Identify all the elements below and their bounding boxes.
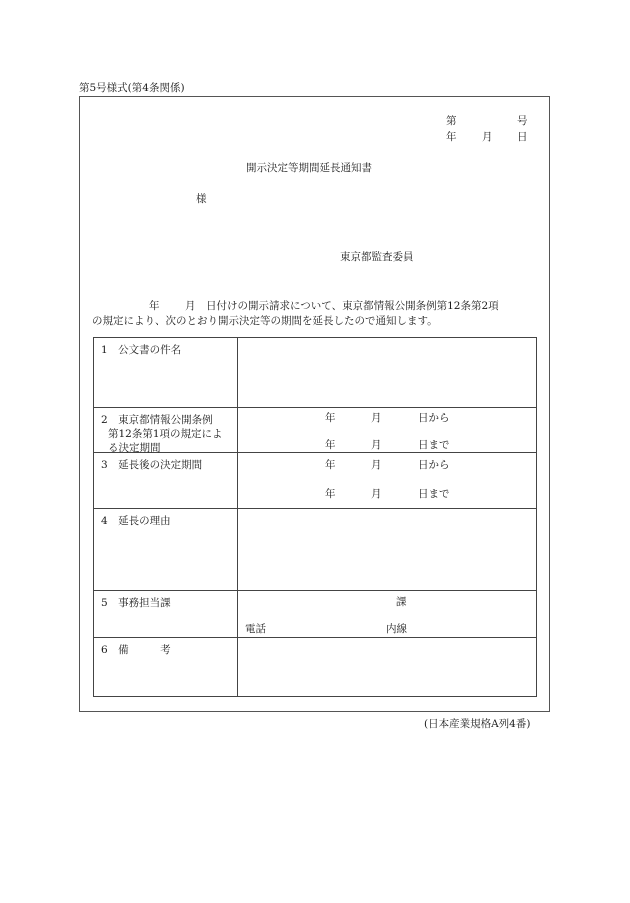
from-month: 月 bbox=[371, 412, 382, 424]
until-year: 年 bbox=[325, 439, 336, 451]
from-year: 年 bbox=[325, 459, 336, 471]
form-number: 第5号様式(第4条関係) bbox=[79, 82, 185, 94]
section-value-cell bbox=[238, 591, 537, 638]
table-row bbox=[94, 453, 537, 509]
table-row bbox=[94, 338, 537, 408]
paper-size-note: (日本産業規格A列4番) bbox=[424, 718, 531, 730]
number-suffix: 号 bbox=[517, 115, 528, 127]
row-label-cell bbox=[94, 591, 238, 638]
from-day: 日から bbox=[418, 412, 450, 424]
row-label-cell bbox=[94, 509, 238, 591]
subject-label: 1 公文書の件名 bbox=[101, 344, 182, 356]
section-label: 5 事務担当課 bbox=[101, 597, 171, 609]
body-line2: の規定により、次のとおり開示決定等の期間を延長したので通知します。 bbox=[92, 315, 438, 327]
original-period-label-line3: る決定期間 bbox=[108, 442, 161, 454]
date-year: 年 bbox=[446, 131, 457, 143]
from-year: 年 bbox=[325, 412, 336, 424]
number-prefix: 第 bbox=[446, 115, 457, 127]
until-day: 日まで bbox=[418, 439, 450, 451]
from-day: 日から bbox=[418, 459, 450, 471]
date-month: 月 bbox=[482, 131, 493, 143]
reason-value-cell bbox=[238, 509, 537, 591]
body-month: 月 bbox=[185, 300, 196, 312]
subject-value-cell bbox=[238, 338, 537, 408]
table-row bbox=[94, 638, 537, 697]
phone-label: 電話 bbox=[245, 623, 266, 635]
remarks-label: 6 備 考 bbox=[101, 644, 171, 656]
section-suffix: 課 bbox=[396, 596, 407, 608]
row-label-cell bbox=[94, 338, 238, 408]
table-row bbox=[94, 591, 537, 638]
until-year: 年 bbox=[325, 488, 336, 500]
until-month: 月 bbox=[371, 439, 382, 451]
date-day: 日 bbox=[517, 131, 528, 143]
sender-name: 東京都監査委員 bbox=[340, 251, 414, 263]
extended-period-label: 3 延長後の決定期間 bbox=[101, 459, 203, 471]
row-label-cell bbox=[94, 453, 238, 509]
remarks-value-cell bbox=[238, 638, 537, 697]
until-month: 月 bbox=[371, 488, 382, 500]
original-period-cell bbox=[238, 408, 537, 453]
reason-label: 4 延長の理由 bbox=[101, 515, 171, 527]
extended-period-cell bbox=[238, 453, 537, 509]
original-period-label-line2: 第12条第1項の規定によ bbox=[108, 428, 223, 440]
until-day: 日まで bbox=[418, 488, 450, 500]
original-period-label-line1: 2 東京都情報公開条例 bbox=[101, 414, 213, 426]
details-table bbox=[93, 337, 537, 697]
row-label-cell bbox=[94, 638, 238, 697]
table-row bbox=[94, 509, 537, 591]
extension-label: 内線 bbox=[386, 623, 407, 635]
body-year: 年 bbox=[149, 300, 160, 312]
table-row bbox=[94, 408, 537, 453]
row-label-cell bbox=[94, 408, 238, 453]
addressee-suffix: 様 bbox=[196, 193, 207, 205]
from-month: 月 bbox=[371, 459, 382, 471]
document-title: 開示決定等期間延長通知書 bbox=[246, 162, 372, 174]
body-line1: 日付けの開示請求について、東京都情報公開条例第12条第2項 bbox=[206, 300, 499, 312]
